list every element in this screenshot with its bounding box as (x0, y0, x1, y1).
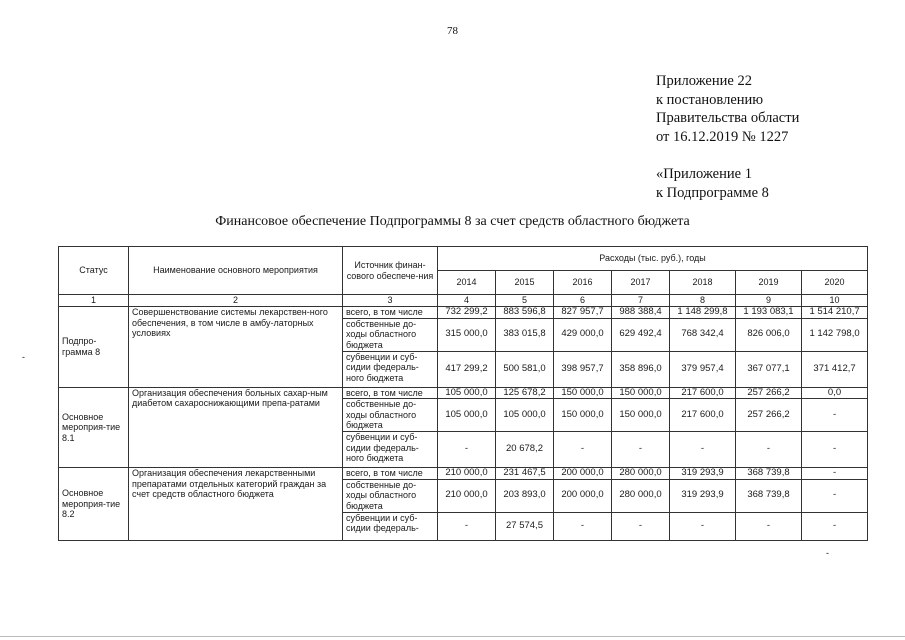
source-cell: субвенции и суб-сидии федераль-ного бюджета (343, 351, 438, 387)
value-cell: 732 299,2 (438, 307, 496, 319)
value-cell: 883 596,8 (496, 307, 554, 319)
margin-tick: - (826, 548, 829, 558)
page-number: 78 (447, 25, 458, 37)
appendix-line: Правительства области (656, 110, 800, 126)
header-expenses: Расходы (тыс. руб.), годы (438, 247, 868, 271)
activity-name-cell: Организация обеспечения больных сахар-ным диабетом сахароснижающими препа-ратами (129, 387, 343, 468)
value-cell: 105 000,0 (496, 399, 554, 432)
finance-table (58, 246, 868, 541)
margin-tick: - (22, 352, 25, 362)
appendix-block (656, 72, 799, 202)
header-year: 2018 (670, 271, 736, 295)
source-cell: всего, в том числе (343, 387, 438, 399)
appendix-line: от 16.12.2019 № 1227 (656, 128, 789, 145)
value-cell: 768 342,4 (670, 318, 736, 351)
header-source: Источник финан-сового обеспече-ния (343, 247, 438, 295)
header-year: 2016 (554, 271, 612, 295)
table-row (59, 387, 868, 399)
value-cell: - (736, 432, 802, 468)
index-cell: 10 (802, 295, 868, 307)
value-cell: 280 000,0 (612, 479, 670, 512)
header-year: 2014 (438, 271, 496, 295)
value-cell: 826 006,0 (736, 318, 802, 351)
value-cell: 217 600,0 (670, 387, 736, 399)
index-cell: 4 (438, 295, 496, 307)
value-cell: 319 293,9 (670, 468, 736, 480)
value-cell: 20 678,2 (496, 432, 554, 468)
document-title: Финансовое обеспечение Подпрограммы 8 за счет средств областного бюджета (215, 214, 690, 229)
value-cell: 217 600,0 (670, 399, 736, 432)
value-cell: 105 000,0 (438, 387, 496, 399)
index-cell: 5 (496, 295, 554, 307)
value-cell: 367 077,1 (736, 351, 802, 387)
value-cell: 1 148 299,8 (670, 307, 736, 319)
activity-name-cell: Организация обеспечения лекарственными препаратами отдельных категорий граждан за счет средств областного бюджета (129, 468, 343, 541)
value-cell: - (438, 432, 496, 468)
value-cell: - (802, 468, 868, 480)
source-cell: субвенции и суб-сидии федераль- (343, 512, 438, 540)
value-cell: 500 581,0 (496, 351, 554, 387)
index-cell: 7 (612, 295, 670, 307)
source-cell: субвенции и суб-сидии федераль-ного бюджета (343, 432, 438, 468)
table-row (59, 307, 868, 319)
status-cell: Подпро-грамма 8 (59, 307, 129, 388)
value-cell: 988 388,4 (612, 307, 670, 319)
status-cell: Основное мероприя-тие 8.2 (59, 468, 129, 541)
value-cell: 1 142 798,0 (802, 318, 868, 351)
value-cell: - (802, 399, 868, 432)
value-cell: 210 000,0 (438, 468, 496, 480)
value-cell: 319 293,9 (670, 479, 736, 512)
value-cell: - (438, 512, 496, 540)
value-cell: 125 678,2 (496, 387, 554, 399)
value-cell: 429 000,0 (554, 318, 612, 351)
appendix-subline: к Подпрограмме 8 (656, 184, 769, 201)
value-cell: 150 000,0 (554, 399, 612, 432)
value-cell: 383 015,8 (496, 318, 554, 351)
value-cell: 629 492,4 (612, 318, 670, 351)
index-cell: 1 (59, 295, 129, 307)
index-cell: 9 (736, 295, 802, 307)
value-cell: - (554, 432, 612, 468)
value-cell: 1 514 210,7 (802, 307, 868, 319)
value-cell: - (802, 512, 868, 540)
source-cell: собственные до-ходы областного бюджета (343, 479, 438, 512)
header-name: Наименование основного мероприятия (129, 247, 343, 295)
value-cell: - (612, 512, 670, 540)
value-cell: 379 957,4 (670, 351, 736, 387)
value-cell: - (670, 512, 736, 540)
value-cell: - (802, 479, 868, 512)
value-cell: 150 000,0 (612, 387, 670, 399)
value-cell: 150 000,0 (612, 399, 670, 432)
value-cell: - (612, 432, 670, 468)
value-cell: 150 000,0 (554, 387, 612, 399)
header-year: 2015 (496, 271, 554, 295)
index-cell: 3 (343, 295, 438, 307)
value-cell: 210 000,0 (438, 479, 496, 512)
value-cell: - (554, 512, 612, 540)
value-cell: - (736, 512, 802, 540)
value-cell: 200 000,0 (554, 479, 612, 512)
value-cell: 105 000,0 (438, 399, 496, 432)
table-body (59, 295, 868, 541)
value-cell: 280 000,0 (612, 468, 670, 480)
value-cell: 257 266,2 (736, 387, 802, 399)
source-cell: собственные до-ходы областного бюджета (343, 318, 438, 351)
source-cell: собственные до-ходы областного бюджета (343, 399, 438, 432)
source-cell: всего, в том числе (343, 468, 438, 480)
appendix-subline: «Приложение 1 (656, 166, 752, 182)
value-cell: 1 193 083,1 (736, 307, 802, 319)
value-cell: 200 000,0 (554, 468, 612, 480)
value-cell: 398 957,7 (554, 351, 612, 387)
value-cell: 0,0 (802, 387, 868, 399)
index-cell: 8 (670, 295, 736, 307)
value-cell: 27 574,5 (496, 512, 554, 540)
value-cell: 203 893,0 (496, 479, 554, 512)
value-cell: 368 739,8 (736, 479, 802, 512)
value-cell: 358 896,0 (612, 351, 670, 387)
value-cell: - (670, 432, 736, 468)
value-cell: 371 412,7 (802, 351, 868, 387)
value-cell: 315 000,0 (438, 318, 496, 351)
value-cell: 417 299,2 (438, 351, 496, 387)
header-year: 2019 (736, 271, 802, 295)
value-cell: 257 266,2 (736, 399, 802, 432)
header-year: 2020 (802, 271, 868, 295)
page-edge (0, 636, 905, 637)
index-row (59, 295, 868, 307)
appendix-line: Приложение 22 (656, 73, 752, 89)
header-status: Статус (59, 247, 129, 295)
index-cell: 6 (554, 295, 612, 307)
table-row (59, 468, 868, 480)
status-cell: Основное мероприя-тие 8.1 (59, 387, 129, 468)
value-cell: 827 957,7 (554, 307, 612, 319)
source-cell: всего, в том числе (343, 307, 438, 319)
value-cell: 368 739,8 (736, 468, 802, 480)
header-year: 2017 (612, 271, 670, 295)
activity-name-cell: Совершенствование системы лекарствен-ного обеспечения, в том числе в амбу-латорных условиях (129, 307, 343, 388)
value-cell: 231 467,5 (496, 468, 554, 480)
index-cell: 2 (129, 295, 343, 307)
value-cell: - (802, 432, 868, 468)
appendix-line: к постановлению (656, 91, 764, 108)
